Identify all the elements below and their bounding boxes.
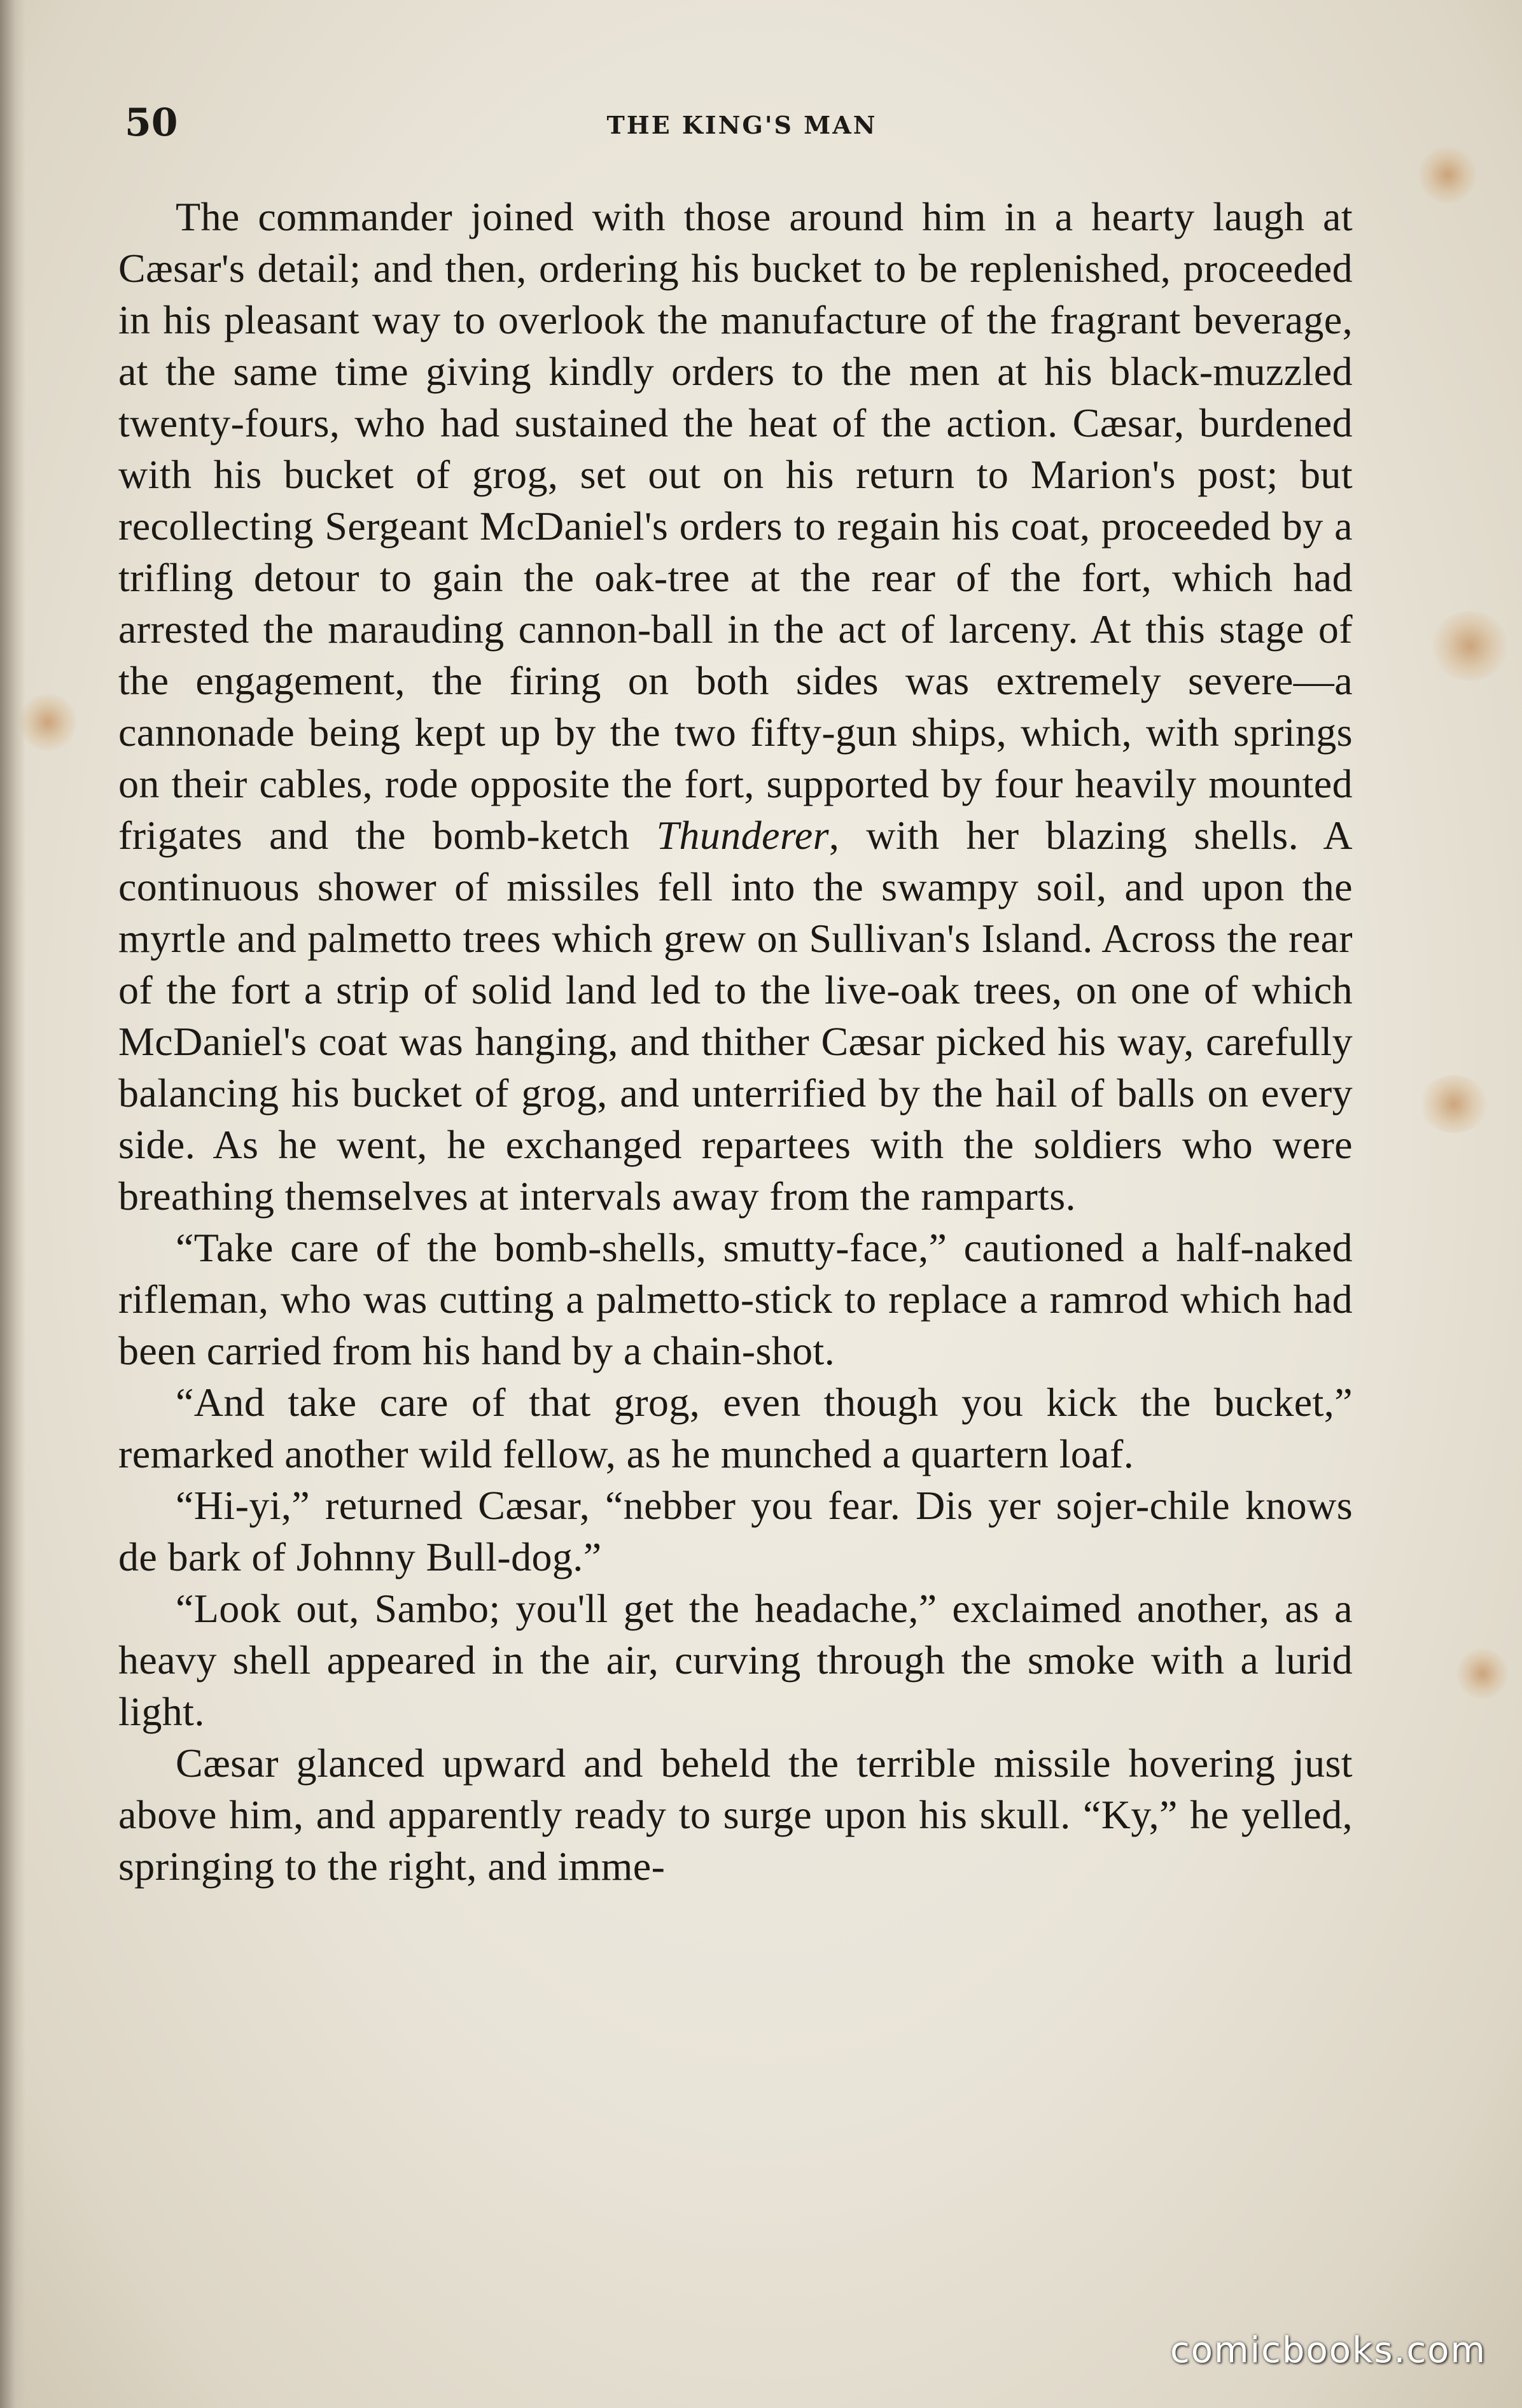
- paragraph: [118, 191, 1353, 1222]
- foxing-stain: [19, 694, 76, 751]
- watermark: comicbooks.com: [1169, 2330, 1486, 2371]
- foxing-stain: [1432, 611, 1508, 681]
- foxing-stain: [1419, 1075, 1489, 1133]
- paragraph: “Hi-yi,” returned Cæsar, “nebber you fear. Dis yer sojer-chile knows de bark of Johnny Bull-dog.”: [118, 1483, 1353, 1579]
- page-edge-shadow: [0, 0, 25, 2408]
- running-head: THE KING'S MAN: [606, 111, 877, 139]
- body-text: [118, 191, 1353, 1892]
- paragraph: “Take care of the bomb-shells, smutty-face,” cautioned a half-naked rifleman, who was cutting a palmetto-stick to replace a ramrod which had been carried from his hand by a chain-shot.: [118, 1225, 1353, 1373]
- paragraph: “And take care of that grog, even though you kick the bucket,” remarked another wild fellow, as he munched a quartern loaf.: [118, 1380, 1353, 1476]
- foxing-stain: [1457, 1648, 1508, 1699]
- ship-name: Thunderer: [656, 813, 829, 858]
- paragraph: Cæsar glanced upward and beheld the terrible missile hovering just above him, and apparently ready to surge upon his skull. “Ky,” he yelled, springing to the right, and imme-: [118, 1740, 1353, 1889]
- foxing-stain: [1419, 146, 1476, 204]
- paragraph: “Look out, Sambo; you'll get the headache,” exclaimed another, as a heavy shell appeared in the air, curving through the smoke with a lurid light.: [118, 1586, 1353, 1734]
- paragraph-text: The commander joined with those around him in a hearty laugh at Cæsar's detail; and then, ordering his bucket to be replenished, proceeded in his pleasant way to overlook the manufacture of the fragrant beverage, at the same time giving kindly orders to the men at his black-muzzled twenty-fours, who had sustained the heat of the action. Cæsar, burdened with his bucket of grog, set out on his return to Marion's post; but recollecting Sergeant McDaniel's orders to regain his coat, proceeded by a trifling detour to gain the oak-tree at the rear of the fort, which had arrested the marauding cannon-ball in the act of larceny. At this stage of the engagement, the firing on both sides was extremely severe—a cannonade being kept up by the two fifty-gun ships, which, with springs on their cables, rode opposite the fort, supported by four heavily mounted frigates and the bomb-ketch: [118, 194, 1353, 858]
- paragraph-text: , with her blazing shells. A continuous shower of missiles fell into the swampy soil, and upon the myrtle and palmetto trees which grew on Sullivan's Island. Across the rear of the fort a strip of solid land led to the live-oak trees, on one of which McDaniel's coat was hanging, and thither Cæsar picked his way, carefully balancing his bucket of grog, and unterrified by the hail of balls on every side. As he went, he exchanged repartees with the soldiers who were breathing themselves at intervals away from the ramparts.: [118, 813, 1353, 1219]
- page-number: 50: [125, 101, 178, 145]
- page-header: [125, 101, 1359, 158]
